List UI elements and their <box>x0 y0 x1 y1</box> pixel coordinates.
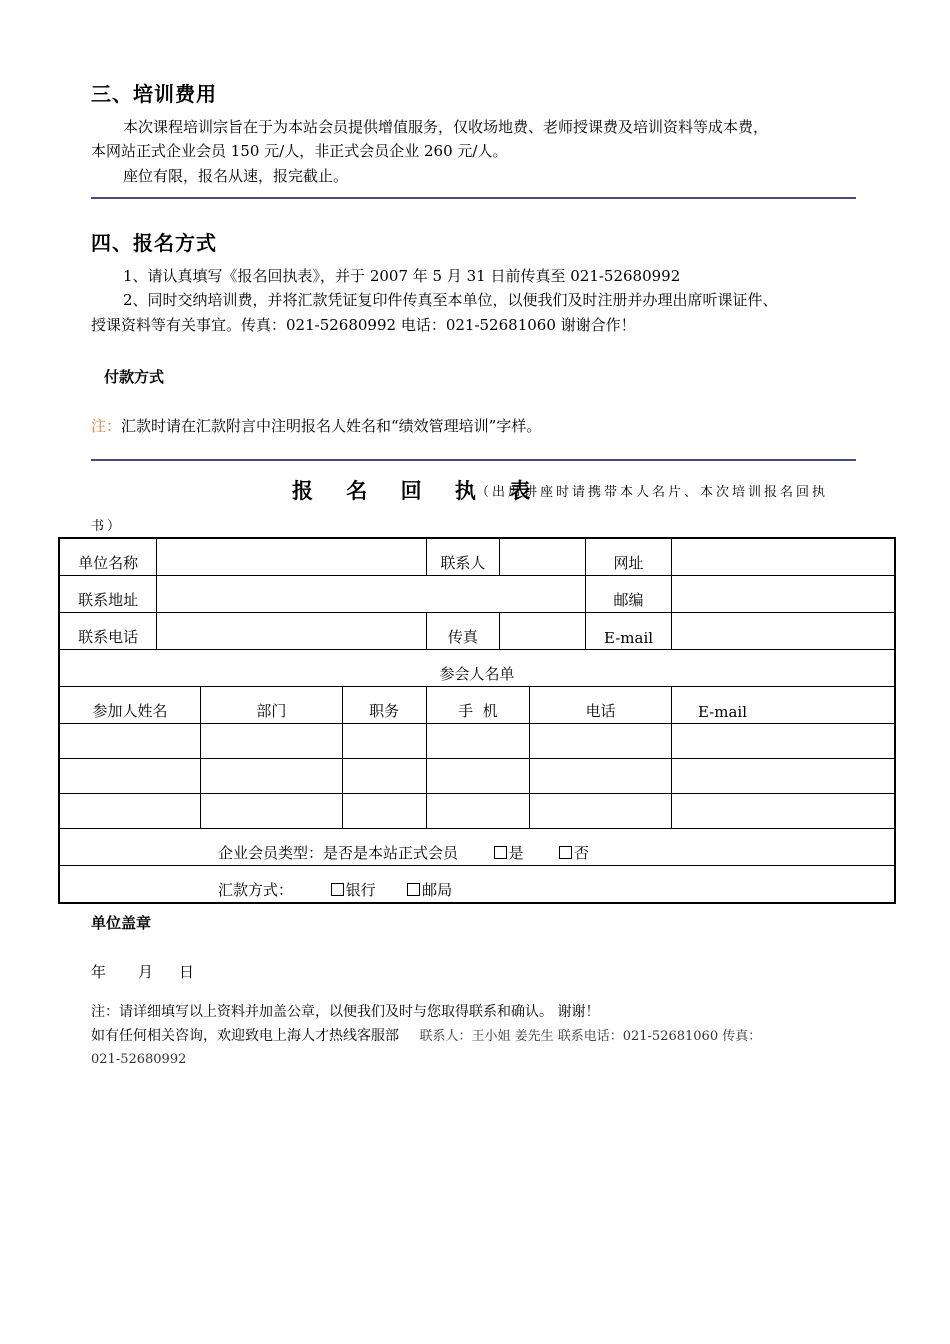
phone-cell[interactable] <box>530 759 672 794</box>
col-mobile: 手 机 <box>426 687 530 724</box>
postcode-label: 邮编 <box>586 576 672 613</box>
pay-post-label: 邮局 <box>422 881 453 899</box>
day-label: 日 <box>179 963 195 981</box>
section3-para2: 座位有限，报名从速，报完截止。 <box>123 167 349 185</box>
table-row <box>59 724 895 759</box>
col-attendee-name: 参加人姓名 <box>59 687 201 724</box>
divider <box>91 459 856 461</box>
attendee-name-cell[interactable] <box>59 724 201 759</box>
section4-heading: 四、报名方式 <box>91 231 217 255</box>
pay-bank-checkbox[interactable] <box>331 883 344 896</box>
section3-para1-line1: 本次课程培训宗旨在于为本站会员提供增值服务，仅收场地费、老师授课费及培训资料等成本费， <box>123 118 769 136</box>
table-row <box>59 759 895 794</box>
col-department: 部门 <box>201 687 343 724</box>
website-label: 网址 <box>586 538 672 576</box>
note-text: 汇款时请在汇款附言中注明报名人姓名和“绩效管理培训”字样。 <box>121 417 542 435</box>
col-position: 职务 <box>342 687 426 724</box>
phone-field[interactable] <box>157 613 426 650</box>
divider <box>91 197 856 199</box>
form-subtitle-line1: （出席讲座时请携带本人名片、本次培训报名回执 <box>476 485 829 500</box>
department-cell[interactable] <box>201 724 343 759</box>
email-cell[interactable] <box>671 759 895 794</box>
section4-item1: 1、请认真填写《报名回执表》，并于 2007 年 5 月 31 日前传真至 021-52680992 <box>123 267 681 285</box>
member-yes-label: 是 <box>508 844 524 862</box>
table-row <box>59 650 895 687</box>
member-type-row <box>59 829 895 866</box>
attendee-name-cell[interactable] <box>59 794 201 829</box>
pay-post-checkbox[interactable] <box>407 883 420 896</box>
table-row <box>59 866 895 904</box>
contact-field[interactable] <box>500 538 586 576</box>
section3-para1-line2: 本网站正式企业会员 150 元/人，非正式会员企业 260 元/人。 <box>91 142 508 160</box>
postcode-field[interactable] <box>671 576 895 613</box>
phone-cell[interactable] <box>530 794 672 829</box>
form-title: 报 名 回 执 表 <box>292 479 544 503</box>
pay-bank-label: 银行 <box>345 881 376 899</box>
email-field[interactable] <box>671 613 895 650</box>
footer-note: 注：请详细填写以上资料并加盖公章，以便我们及时与您取得联系和确认。 谢谢！ <box>91 1004 600 1020</box>
mobile-cell[interactable] <box>426 724 530 759</box>
unit-name-label: 单位名称 <box>59 538 157 576</box>
fax-field[interactable] <box>500 613 586 650</box>
position-cell[interactable] <box>342 724 426 759</box>
note-prefix: 注： <box>91 417 122 435</box>
col-phone: 电话 <box>530 687 672 724</box>
department-cell[interactable] <box>201 794 343 829</box>
section4-item2-line1: 2、同时交纳培训费，并将汇款凭证复印件传真至本单位，以便我们及时注册并办理出席听课证件、 <box>123 291 778 309</box>
email-cell[interactable] <box>671 724 895 759</box>
table-row <box>59 538 895 576</box>
section4-item2-line2: 授课资料等有关事宜。传真：021-52680992 电话：021-52681060 谢谢合作！ <box>91 316 636 334</box>
month-label: 月 <box>138 963 154 981</box>
member-no-label: 否 <box>574 844 590 862</box>
date-line <box>91 960 194 984</box>
member-yes-checkbox[interactable] <box>494 846 507 859</box>
position-cell[interactable] <box>342 794 426 829</box>
unit-stamp-label: 单位盖章 <box>91 914 152 932</box>
email-cell[interactable] <box>671 794 895 829</box>
website-field[interactable] <box>671 538 895 576</box>
contact-info: 联系人：王小姐 姜先生 联系电话：021-52681060 传真： <box>419 1029 762 1044</box>
fax-label: 传真 <box>426 613 500 650</box>
registration-form-table <box>58 537 896 904</box>
year-label: 年 <box>91 963 107 981</box>
fax-number: 021-52680992 <box>91 1052 187 1067</box>
section3-heading: 三、培训费用 <box>91 82 217 106</box>
department-cell[interactable] <box>201 759 343 794</box>
phone-cell[interactable] <box>530 724 672 759</box>
payment-method-label: 付款方式 <box>104 368 165 386</box>
table-row <box>59 829 895 866</box>
position-cell[interactable] <box>342 759 426 794</box>
table-row <box>59 613 895 650</box>
remittance-note <box>91 414 541 438</box>
attendee-name-cell[interactable] <box>59 759 201 794</box>
table-row <box>59 794 895 829</box>
unit-name-field[interactable] <box>157 538 426 576</box>
address-field[interactable] <box>157 576 586 613</box>
address-label: 联系地址 <box>59 576 157 613</box>
mobile-cell[interactable] <box>426 759 530 794</box>
consult-text: 如有任何相关咨询，欢迎致电上海人才热线客服部 <box>91 1028 399 1044</box>
mobile-cell[interactable] <box>426 794 530 829</box>
form-subtitle-line2: 书） <box>91 519 124 534</box>
phone-label: 联系电话 <box>59 613 157 650</box>
payment-row <box>59 866 895 904</box>
member-type-label: 企业会员类型：是否是本站正式会员 <box>218 844 459 862</box>
table-header-row <box>59 687 895 724</box>
table-row <box>59 576 895 613</box>
col-email: E-mail <box>671 687 895 724</box>
email-label: E-mail <box>586 613 672 650</box>
attendees-header: 参会人名单 <box>59 650 895 687</box>
member-no-checkbox[interactable] <box>559 846 572 859</box>
payment-method-row-label: 汇款方式： <box>218 881 294 899</box>
contact-label: 联系人 <box>426 538 500 576</box>
footer-consult <box>91 1024 761 1049</box>
